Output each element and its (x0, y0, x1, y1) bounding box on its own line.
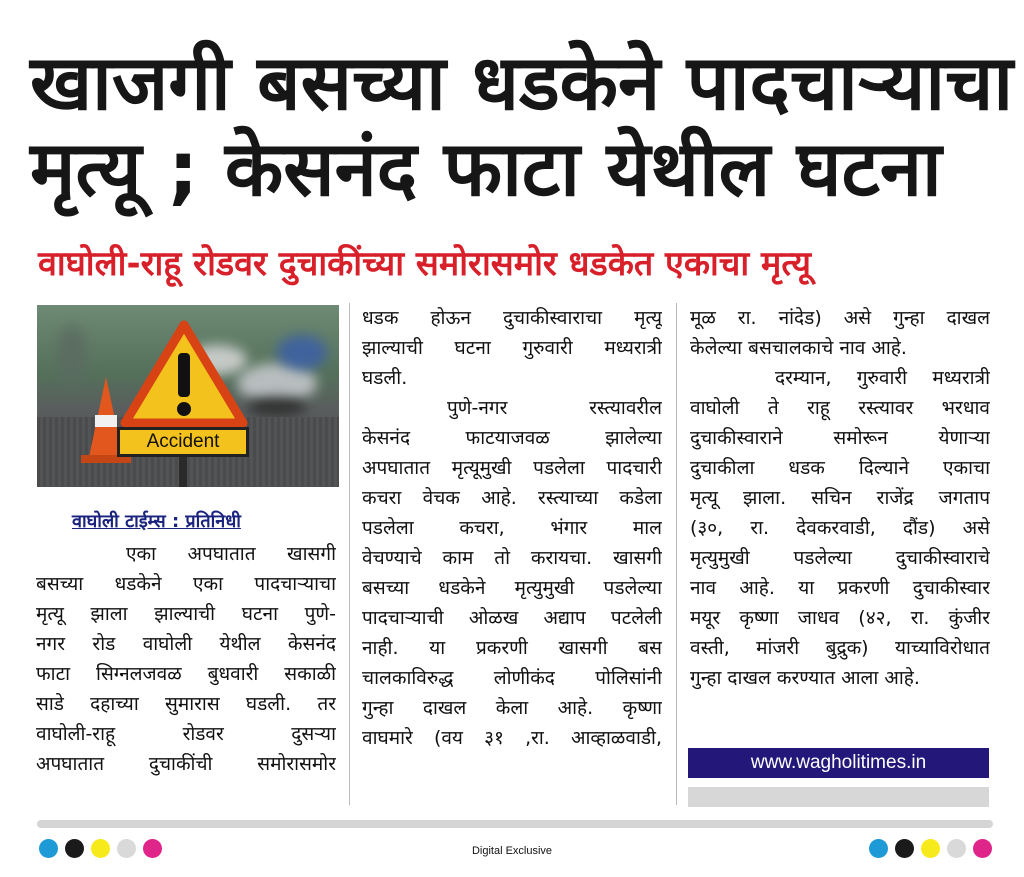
registration-dot-icon (39, 839, 58, 858)
text-line: धडक होऊन दुचाकीस्वाराचा मृत्यू (362, 307, 662, 329)
text-line: वाघोली-राहू रोडवर दुसऱ्या (36, 723, 336, 745)
text-line: पडलेला कचरा, भंगार माल (362, 517, 662, 539)
text-line: वाघोली ते राहू रस्त्यावर भरधाव (690, 397, 990, 419)
text-line: दुचाकीस्वाराने समोरून येणाऱ्या (690, 427, 990, 449)
text-line: अपघातात मृत्यूमुखी पडलेला पादचारी (362, 457, 662, 479)
text-line: बसच्या धडकेने मृत्युमुखी पडलेल्या (362, 577, 662, 599)
byline: वाघोली टाईम्स : प्रतिनिधी (72, 511, 241, 532)
text-line: केसनंद फाटयाजवळ झालेल्या (362, 427, 662, 449)
text-line: मृत्यू झाला झाल्याची घटना पुणे- (36, 603, 336, 625)
text-line: दुचाकीला धडक दिल्याने एकाचा (690, 457, 990, 479)
footer-label: Digital Exclusive (471, 845, 553, 857)
text-line: एका अपघातात खासगी (126, 543, 336, 565)
registration-marks-left (39, 839, 162, 858)
text-line: साडे दहाच्या सुमारास घडली. तर (36, 693, 336, 715)
text-line: गुन्हा दाखल करण्यात आला आहे. (690, 667, 920, 689)
registration-dot-icon (947, 839, 966, 858)
gray-strip (688, 787, 989, 807)
text-line: बसच्या धडकेने एका पादचाऱ्याचा (36, 573, 336, 595)
text-line: मृत्यू झाला. सचिन राजेंद्र जगताप (690, 487, 990, 509)
registration-dot-icon (143, 839, 162, 858)
headline (30, 38, 1014, 213)
article-column-2 (362, 303, 662, 753)
accident-sign: Accident (117, 427, 249, 457)
registration-dot-icon (117, 839, 136, 858)
registration-dot-icon (869, 839, 888, 858)
article-column-1 (36, 539, 336, 779)
text-line: मूळ रा. नांदेड) असे गुन्हा दाखल (690, 307, 990, 329)
registration-dot-icon (973, 839, 992, 858)
text-line: पादचाऱ्याची ओळख अद्याप पटलेली (362, 607, 662, 629)
text-line: पुणे-नगर रस्त्यावरील (447, 397, 662, 419)
text-line: घडली. (362, 367, 408, 389)
registration-marks-right (869, 839, 992, 858)
article-column-3 (690, 303, 990, 693)
text-line: वाघमारे (वय ३१ ,रा. आव्हाळवाडी, (362, 727, 662, 749)
text-line: नाही. या प्रकरणी खासगी बस (362, 637, 662, 659)
text-line: (३०, रा. देवकरवाडी, दौंड) असे (690, 517, 990, 539)
text-line: वेचण्याचे काम तो करायचा. खासगी (362, 547, 662, 569)
text-line: मृत्युमुखी पडलेल्या दुचाकीस्वाराचे (690, 547, 990, 569)
text-line: केलेल्या बसचालकाचे नाव आहे. (690, 337, 907, 359)
website-link[interactable]: www.wagholitimes.in (688, 748, 989, 778)
subheadline: वाघोली-राहू रोडवर दुचाकींच्या समोरासमोर धडकेत एकाचा मृत्यू (38, 244, 811, 284)
warning-triangle-icon (119, 319, 249, 429)
text-line: वस्ती, मांजरी बुद्रुक) याच्याविरोधात (690, 637, 990, 659)
footer-bar (37, 820, 993, 828)
text-line: गुन्हा दाखल केला आहे. कृष्णा (362, 697, 662, 719)
text-line: नगर रोड वाघोली येथील केसनंद (36, 633, 336, 655)
text-line: नाव आहे. या प्रकरणी दुचाकीस्वार (690, 577, 990, 599)
headline-line-2: मृत्यू ; केसनंद फाटा येथील घटना (30, 124, 942, 213)
text-line: झाल्याची घटना गुरुवारी मध्यरात्री (362, 337, 662, 359)
registration-dot-icon (91, 839, 110, 858)
text-line: मयूर कृष्णा जाधव (४२, रा. कुंजीर (690, 607, 990, 629)
registration-dot-icon (895, 839, 914, 858)
registration-dot-icon (921, 839, 940, 858)
headline-line-1: खाजगी बसच्या धडकेने पादचाऱ्याचा (30, 38, 1014, 127)
column-divider (676, 303, 677, 805)
text-line: कचरा वेचक आहे. रस्त्याच्या कडेला (362, 487, 662, 509)
column-divider (349, 303, 350, 805)
registration-dot-icon (65, 839, 84, 858)
text-line: चालकाविरुद्ध लोणीकंद पोलिसांनी (362, 667, 662, 689)
accident-photo (37, 305, 339, 487)
text-line: फाटा सिग्नलजवळ बुधवारी सकाळी (36, 663, 336, 685)
text-line: दरम्यान, गुरुवारी मध्यरात्री (775, 367, 990, 389)
text-line: अपघातात दुचाकींची समोरासमोर (36, 753, 336, 775)
